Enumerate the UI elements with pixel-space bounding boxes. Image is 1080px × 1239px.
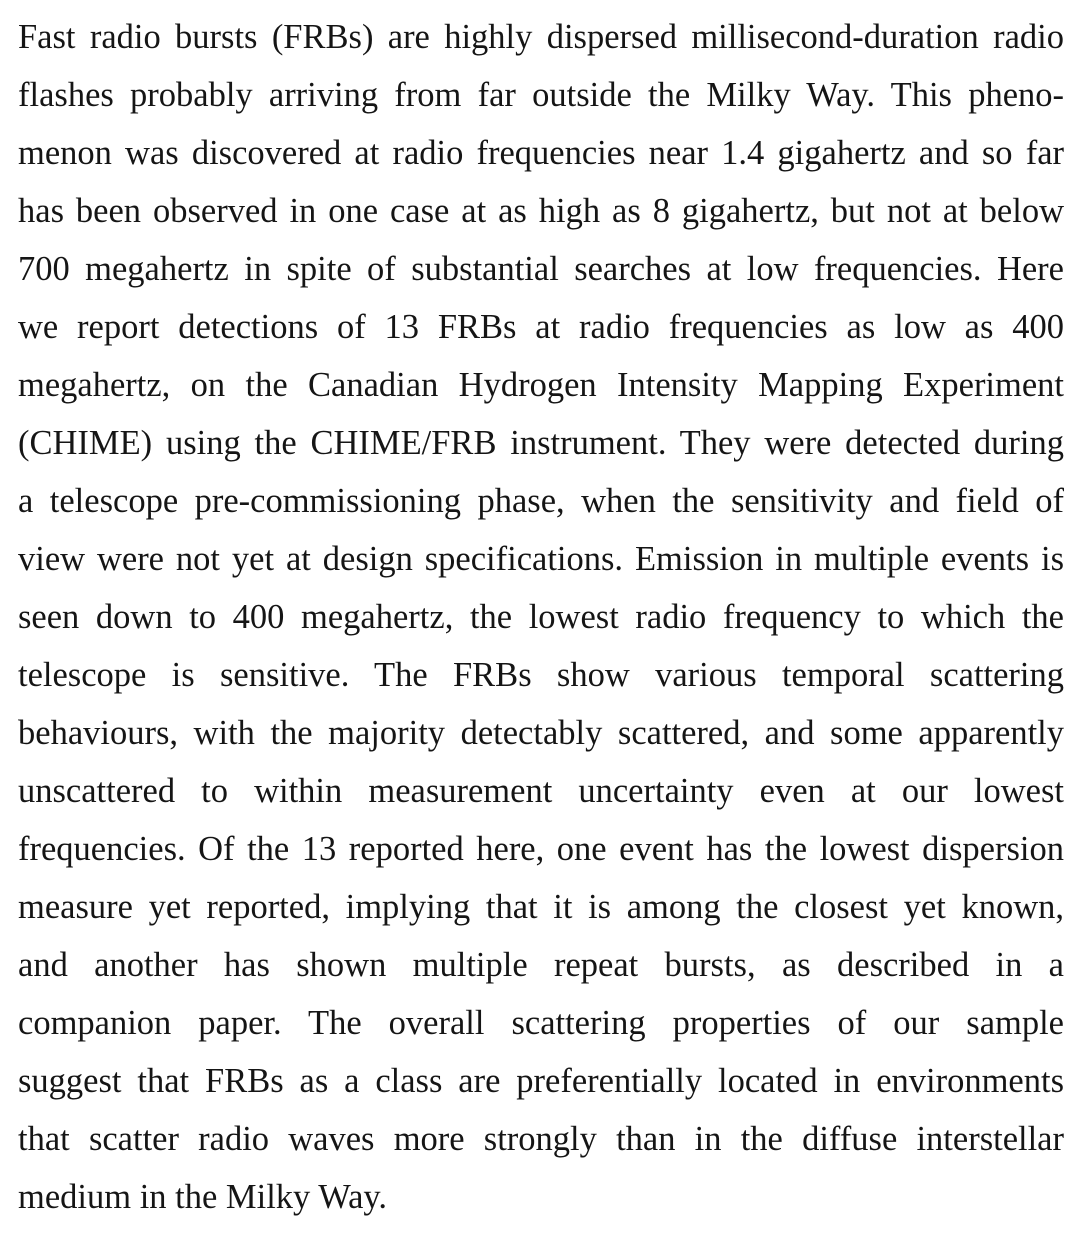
abstract-line: view were not yet at design specifications. Emission in multiple events is	[18, 540, 1064, 578]
abstract-line: we report detections of 13 FRBs at radio frequencies as low as 400	[18, 308, 1064, 346]
abstract-line: behaviours, with the majority detectably scattered, and some apparently	[18, 714, 1064, 752]
abstract-line: a telescope pre-commissioning phase, when the sensitivity and field of	[18, 482, 1064, 520]
abstract-line: companion paper. The overall scattering properties of our sample	[18, 1004, 1064, 1042]
abstract-line: Fast radio bursts (FRBs) are highly dispersed millisecond-duration radio	[18, 18, 1064, 56]
abstract-line: frequencies. Of the 13 reported here, one event has the lowest dispersion	[18, 830, 1064, 868]
abstract-line: flashes probably arriving from far outside the Milky Way. This pheno-	[18, 76, 1064, 114]
abstract-line: 700 megahertz in spite of substantial searches at low frequencies. Here	[18, 250, 1064, 288]
abstract-line: megahertz, on the Canadian Hydrogen Intensity Mapping Experiment	[18, 366, 1064, 404]
abstract-line: suggest that FRBs as a class are preferentially located in environments	[18, 1062, 1064, 1100]
abstract-line: (CHIME) using the CHIME/FRB instrument. They were detected during	[18, 424, 1064, 462]
abstract-line: and another has shown multiple repeat bursts, as described in a	[18, 946, 1064, 984]
abstract-line-last: medium in the Milky Way.	[18, 1178, 388, 1216]
abstract-line: telescope is sensitive. The FRBs show various temporal scattering	[18, 656, 1064, 694]
abstract-line: seen down to 400 megahertz, the lowest radio frequency to which the	[18, 598, 1064, 636]
abstract-line: that scatter radio waves more strongly than in the diffuse interstellar	[18, 1120, 1064, 1158]
abstract-line: menon was discovered at radio frequencies near 1.4 gigahertz and so far	[18, 134, 1064, 172]
abstract-line: unscattered to within measurement uncertainty even at our lowest	[18, 772, 1064, 810]
abstract-line: has been observed in one case at as high as 8 gigahertz, but not at below	[18, 192, 1064, 230]
abstract-paragraph	[18, 8, 1064, 1226]
abstract-line: measure yet reported, implying that it is among the closest yet known,	[18, 888, 1064, 926]
